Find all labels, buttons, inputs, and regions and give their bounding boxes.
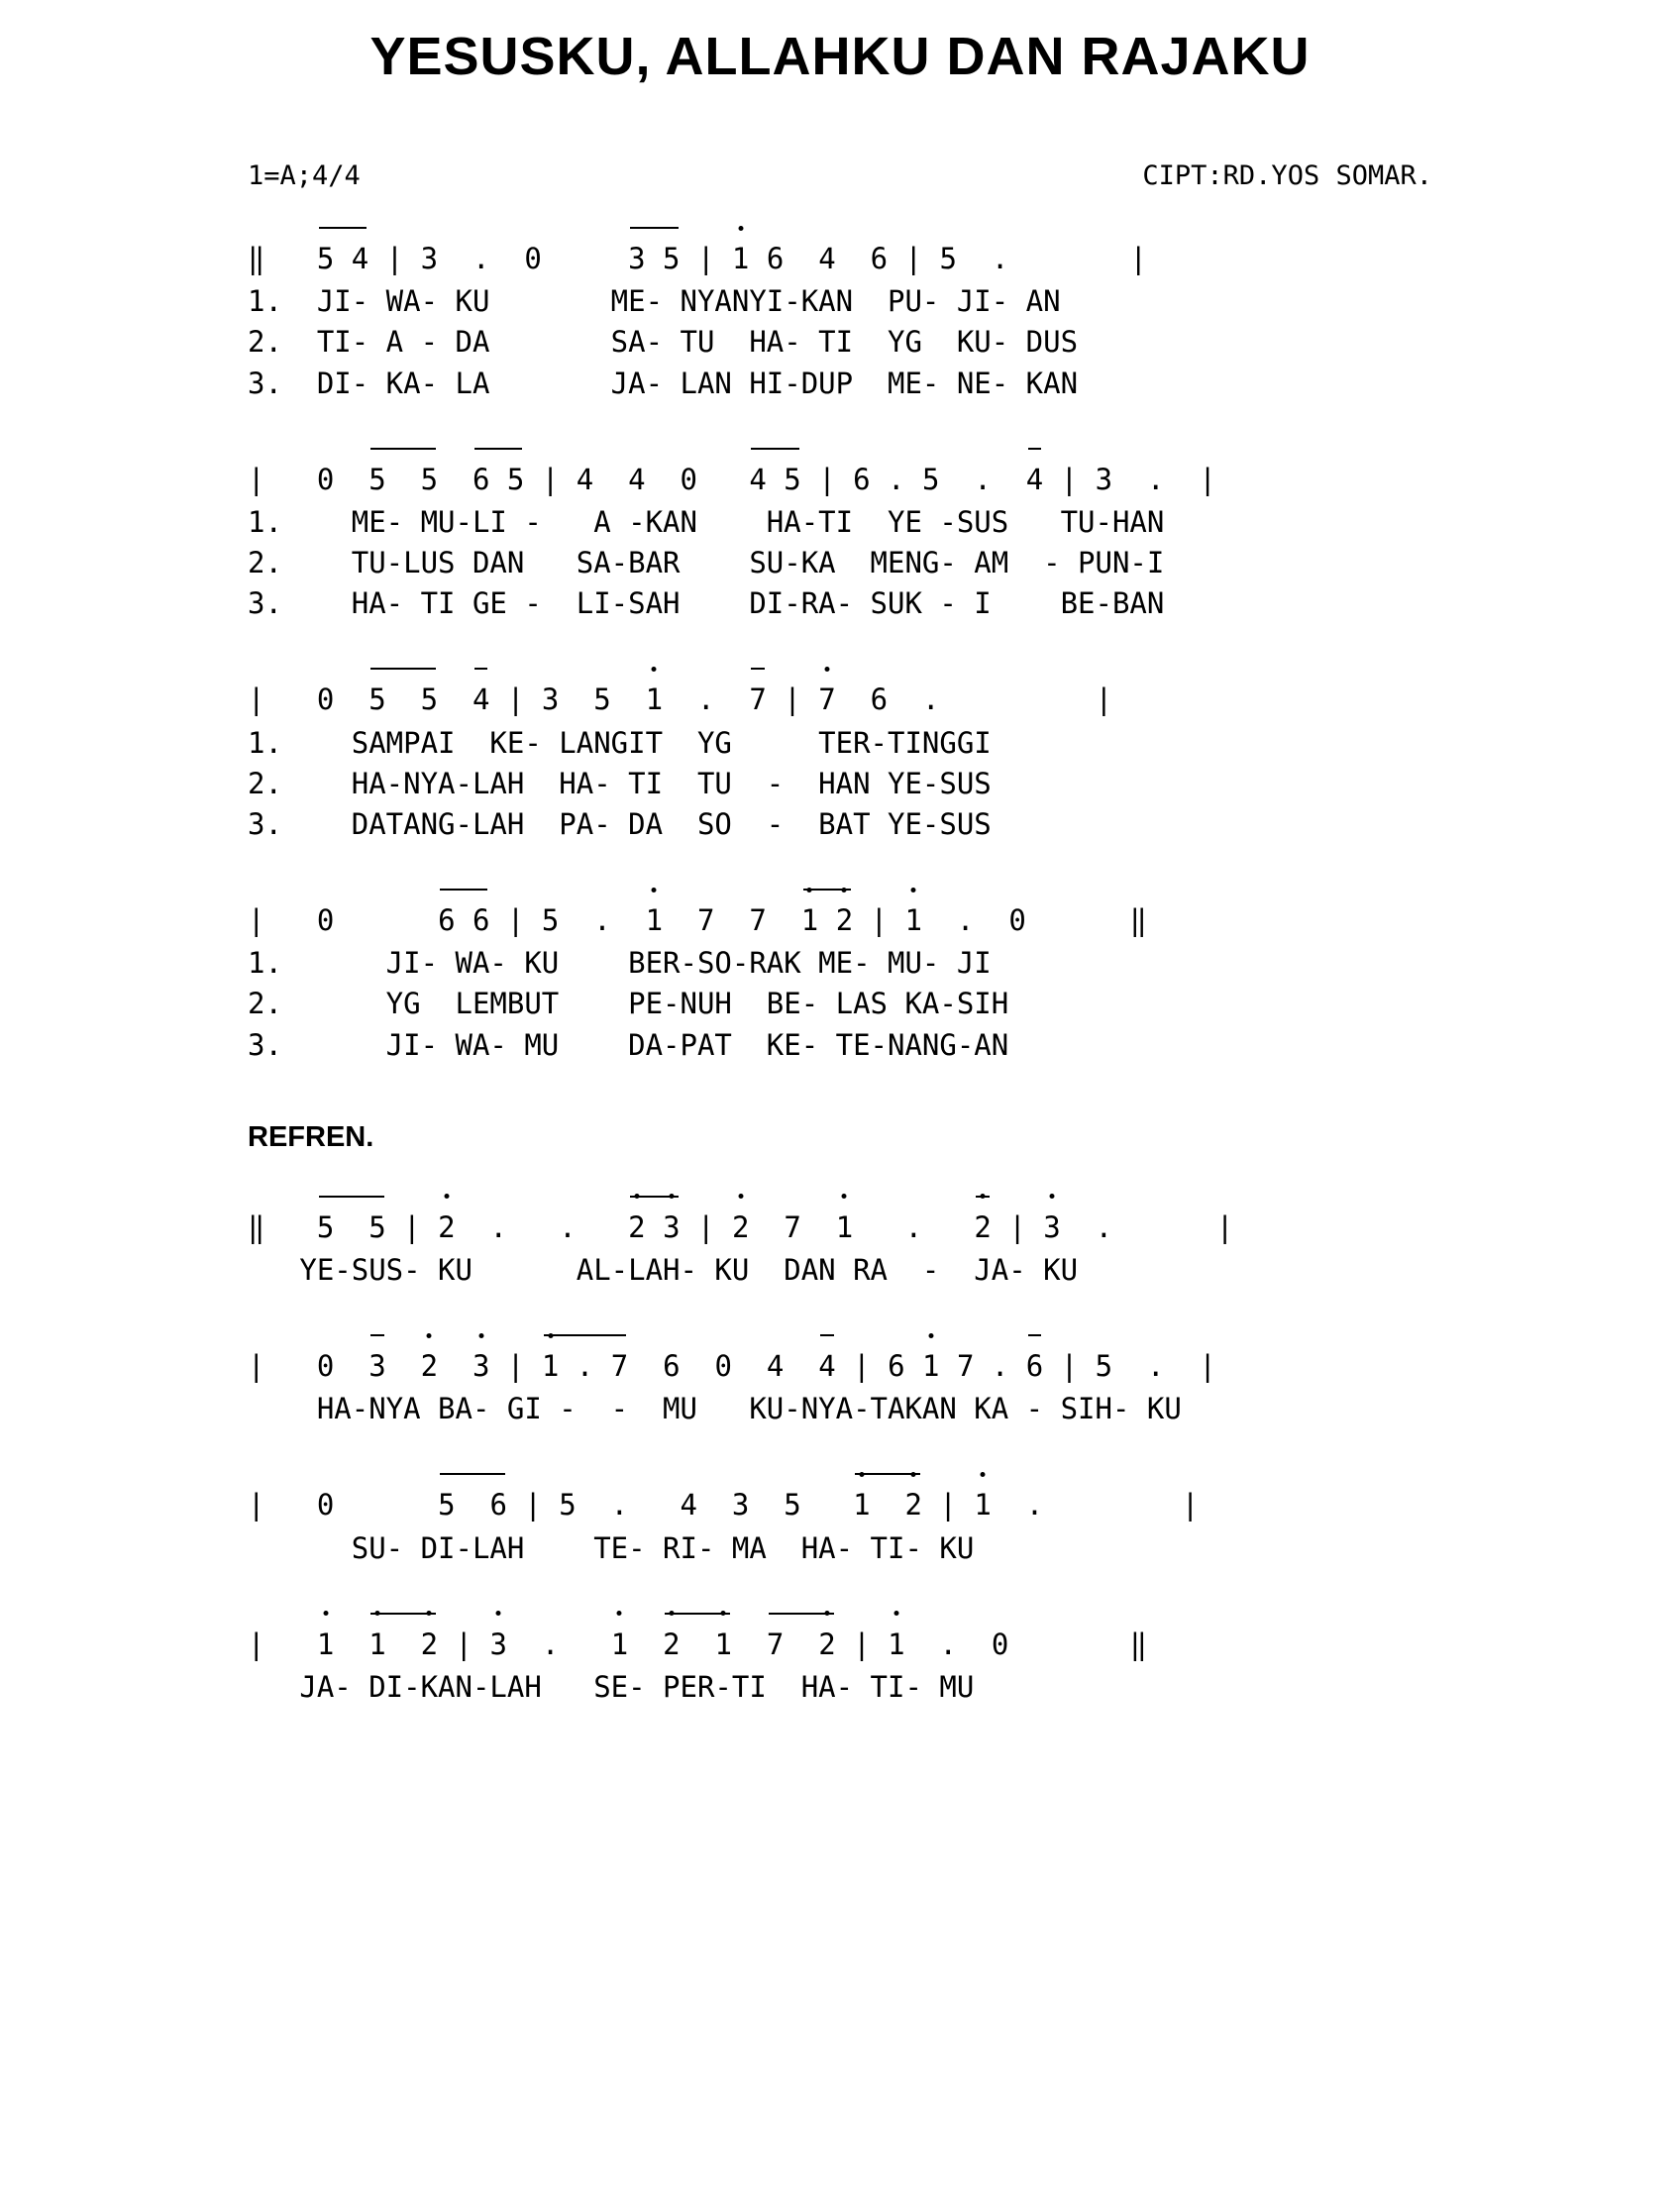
octave-dot-note: 1 [732, 239, 749, 279]
refrain-body [0, 1208, 1680, 1708]
beamed-notes: 1 2 [801, 900, 853, 941]
lyric-line: 2. HA-NYA-LAH HA- TI TU - HAN YE-SUS [248, 766, 992, 800]
lyric-line: 1. JI- WA- KU BER-SO-RAK ME- MU- JI [248, 946, 992, 981]
octave-dot-note: 1 [317, 1625, 334, 1665]
beamed-notes: 1 2 [853, 1485, 922, 1525]
beamed-notes: 1 2 [368, 1625, 438, 1665]
page-title: YESUSKU, ALLAHKU DAN RAJAKU [369, 27, 1311, 86]
notation-line: | 0 6 6 | 5 . 1 7 7 1 2 | 1 . 0 ‖ [248, 900, 1432, 941]
beamed-notes: 2 3 [628, 1208, 680, 1248]
beamed-notes: 2 [974, 1208, 991, 1248]
octave-dot-note: 3 [1043, 1208, 1060, 1248]
notation-line: | 1 1 2 | 3 . 1 2 1 7 2 | 1 . 0 ‖ [248, 1625, 1432, 1665]
score-metadata [0, 160, 1680, 191]
octave-dot-note: 1 [905, 900, 922, 941]
beamed-notes: 7 [749, 680, 766, 720]
octave-dot-note: 1 [646, 680, 663, 720]
notation-line: | 0 5 5 6 5 | 4 4 0 4 5 | 6 . 5 . 4 | 3 . | [248, 460, 1432, 500]
beamed-notes: 5 6 [438, 1485, 507, 1525]
octave-dot-note: 1 [836, 1208, 853, 1248]
stanza-verse-4 [248, 900, 1432, 1066]
octave-dot-note: 7 [818, 680, 835, 720]
lyric-line: 2. TI- A - DA SA- TU HA- TI YG KU- DUS [248, 325, 1079, 360]
lyric-line: 1. ME- MU-LI - A -KAN HA-TI YE -SUS TU-HAN [248, 504, 1165, 539]
lyric-line: 3. HA- TI GE - LI-SAH DI-RA- SUK - I BE-BAN [248, 586, 1165, 621]
lyric-line: SU- DI-LAH TE- RI- MA HA- TI- KU [248, 1530, 975, 1565]
beamed-notes: 7 2 [767, 1625, 836, 1665]
notation-line: | 0 5 6 | 5 . 4 3 5 1 2 | 1 . | [248, 1485, 1432, 1525]
beamed-notes: 6 5 [472, 460, 524, 500]
beamed-notes: 4 5 [749, 460, 800, 500]
octave-dot-note: 2 [732, 1208, 749, 1248]
beamed-notes: 5 5 [368, 460, 438, 500]
lyric-line: 1. JI- WA- KU ME- NYANYI-KAN PU- JI- AN [248, 284, 1061, 319]
beamed-notes: 6 6 [438, 900, 489, 941]
octave-dot-note: 1 [922, 1346, 939, 1387]
beamed-notes: 4 [818, 1346, 835, 1387]
lyric-line: 2. YG LEMBUT PE-NUH BE- LAS KA-SIH [248, 987, 1009, 1021]
key-signature: 1=A;4/4 [248, 160, 361, 191]
octave-dot-note: 1 [646, 900, 663, 941]
notation-line: | 0 3 2 3 | 1 . 7 6 0 4 4 | 6 1 7 . 6 | 5 . | [248, 1346, 1432, 1387]
lyric-line: JA- DI-KAN-LAH SE- PER-TI HA- TI- MU [248, 1669, 975, 1704]
lyric-line: YE-SUS- KU AL-LAH- KU DAN RA - JA- KU [248, 1252, 1079, 1287]
notation-line: | 0 5 5 4 | 3 5 1 . 7 | 7 6 . | [248, 680, 1432, 720]
beamed-notes: 5 5 [368, 680, 438, 720]
beamed-notes: 2 1 [663, 1625, 732, 1665]
stanza-verse-3 [248, 680, 1432, 845]
lyric-line: 2. TU-LUS DAN SA-BAR SU-KA MENG- AM - PUN-I [248, 546, 1165, 580]
stanza-refrain-3 [248, 1485, 1432, 1568]
octave-dot-note: 2 [421, 1346, 438, 1387]
octave-dot-note: 3 [472, 1346, 489, 1387]
beamed-notes: 3 5 [628, 239, 680, 279]
lyric-line: 3. JI- WA- MU DA-PAT KE- TE-NANG-AN [248, 1027, 1009, 1062]
stanza-refrain-4 [248, 1625, 1432, 1708]
octave-dot-note: 1 [611, 1625, 628, 1665]
notation-line: ‖ 5 5 | 2 . . 2 3 | 2 7 1 . 2 | 3 . | [248, 1208, 1432, 1248]
stanza-refrain-2 [248, 1346, 1432, 1429]
lyric-line: 1. SAMPAI KE- LANGIT YG TER-TINGGI [248, 725, 992, 760]
notation-line: ‖ 5 4 | 3 . 0 3 5 | 1 6 4 6 | 5 . | [248, 239, 1432, 279]
octave-dot-note: 1 [888, 1625, 904, 1665]
beamed-notes: 3 [368, 1346, 385, 1387]
beamed-notes: 5 5 [317, 1208, 386, 1248]
stanza-verse-1 [248, 239, 1432, 404]
beamed-notes: 5 4 [317, 239, 368, 279]
beamed-notes: 4 [1026, 460, 1043, 500]
song-sheet-page [0, 26, 1680, 2205]
octave-dot-note: 3 [489, 1625, 506, 1665]
lyric-line: HA-NYA BA- GI - - MU KU-NYA-TAKAN KA - SIH- KU [248, 1392, 1182, 1426]
score-body [0, 239, 1680, 1066]
octave-dot-note: 2 [438, 1208, 455, 1248]
lyric-line: 3. DI- KA- LA JA- LAN HI-DUP ME- NE- KAN [248, 366, 1079, 400]
lyric-line: 3. DATANG-LAH PA- DA SO - BAT YE-SUS [248, 806, 992, 841]
refrain-heading: REFREN. [248, 1120, 374, 1153]
composer-credit: CIPT:RD.YOS SOMAR. [1142, 160, 1432, 191]
beamed-notes: 1 . 7 [542, 1346, 628, 1387]
beamed-notes: 4 [472, 680, 489, 720]
stanza-verse-2 [248, 460, 1432, 625]
beamed-notes: 6 [1026, 1346, 1043, 1387]
stanza-refrain-1 [248, 1208, 1432, 1291]
octave-dot-note: 1 [974, 1485, 991, 1525]
